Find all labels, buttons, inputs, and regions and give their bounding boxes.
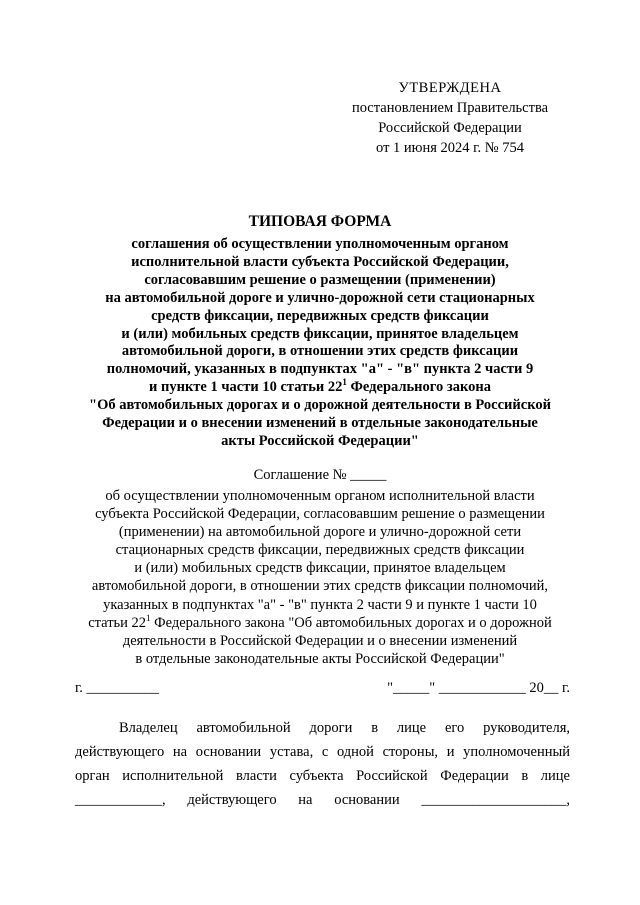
subtitle-text: Федерального закона [346,379,491,396]
body-line: орган исполнительной власти субъекта Российской Федерации в лице [75,768,570,784]
body-line: ____________, действующего на основании ____________________, [75,792,570,808]
date-blank: "_____" ____________ 20__ г. [387,680,570,696]
subtitle-line [40,379,600,397]
approval-line: Российской Федерации [378,120,522,136]
agreement-line: субъекта Российской Федерации, согласовавшим решение о размещении [95,506,545,523]
approval-line: от 1 июня 2024 г. № 754 [376,140,524,156]
subtitle-line: и (или) мобильных средств фиксации, принятое владельцем [121,325,519,342]
subtitle-line: "Об автомобильных дорогах и о дорожной деятельности в Российской [89,397,551,414]
subtitle-line: соглашения об осуществлении уполномоченным органом [131,236,509,252]
approval-stamp [340,78,560,158]
superscript: 1 [342,377,347,388]
body-line: Владелец автомобильной дороги в лице его руководителя, [119,720,570,736]
subtitle-line: автомобильной дороги, в отношении этих средств фиксации [121,343,519,360]
form-title: ТИПОВАЯ ФОРМА [248,213,392,230]
subtitle-line: Федерации и о внесении изменений в отдельные законодательные [102,415,538,432]
agreement-body [75,716,570,812]
place-date-row [75,678,570,698]
agreement-line: стационарных средств фиксации, передвижных средств фиксации [115,542,525,559]
agreement-description [40,487,600,668]
subtitle-line: согласовавшим решение о размещении (применении) [144,271,496,288]
agreement-line: в отдельные законодательные акты Российской Федерации" [135,650,505,667]
subtitle-line: полномочий, указанных в подпунктах "а" - "в" пункта 2 части 9 [106,361,534,378]
agreement-line [40,614,600,632]
agreement-line: деятельности в Российской Федерации и о внесении изменений [122,632,518,649]
approval-heading: УТВЕРЖДЕНА [398,80,502,96]
agreement-line: и (или) мобильных средств фиксации, принятое владельцем [134,560,506,577]
subtitle-line: средств фиксации, передвижных средств фиксации [151,307,489,324]
agreement-text: статьи 22 [88,614,147,631]
agreement-heading: Соглашение № _____ [253,467,387,483]
agreement-line: об осуществлении уполномоченным органом исполнительной власти [105,488,535,504]
body-line: действующего на основании устава, с одной стороны, и уполномоченный [75,744,570,760]
agreement-line: автомобильной дороги, в отношении этих средств фиксации полномочий, [91,578,549,595]
subtitle-line: на автомобильной дороге и улично-дорожной сети стационарных [105,289,535,306]
form-subtitle [40,236,600,451]
subtitle-text: и пункте 1 части 10 статьи 22 [149,379,343,396]
agreement-line: (применении) на автомобильной дороге и улично-дорожной сети [118,524,522,541]
agreement-text: Федерального закона "Об автомобильных дорогах и о дорожной [150,614,552,631]
agreement-line: указанных в подпунктах "а" - "в" пункта 2 части 9 и пункте 1 части 10 [103,596,537,613]
approval-line: постановлением Правительства [351,100,549,116]
superscript: 1 [146,612,151,623]
subtitle-line: акты Российской Федерации" [221,432,419,449]
subtitle-line: исполнительной власти субъекта Российской Федерации, [131,253,509,270]
city-blank: г. __________ [75,680,160,696]
